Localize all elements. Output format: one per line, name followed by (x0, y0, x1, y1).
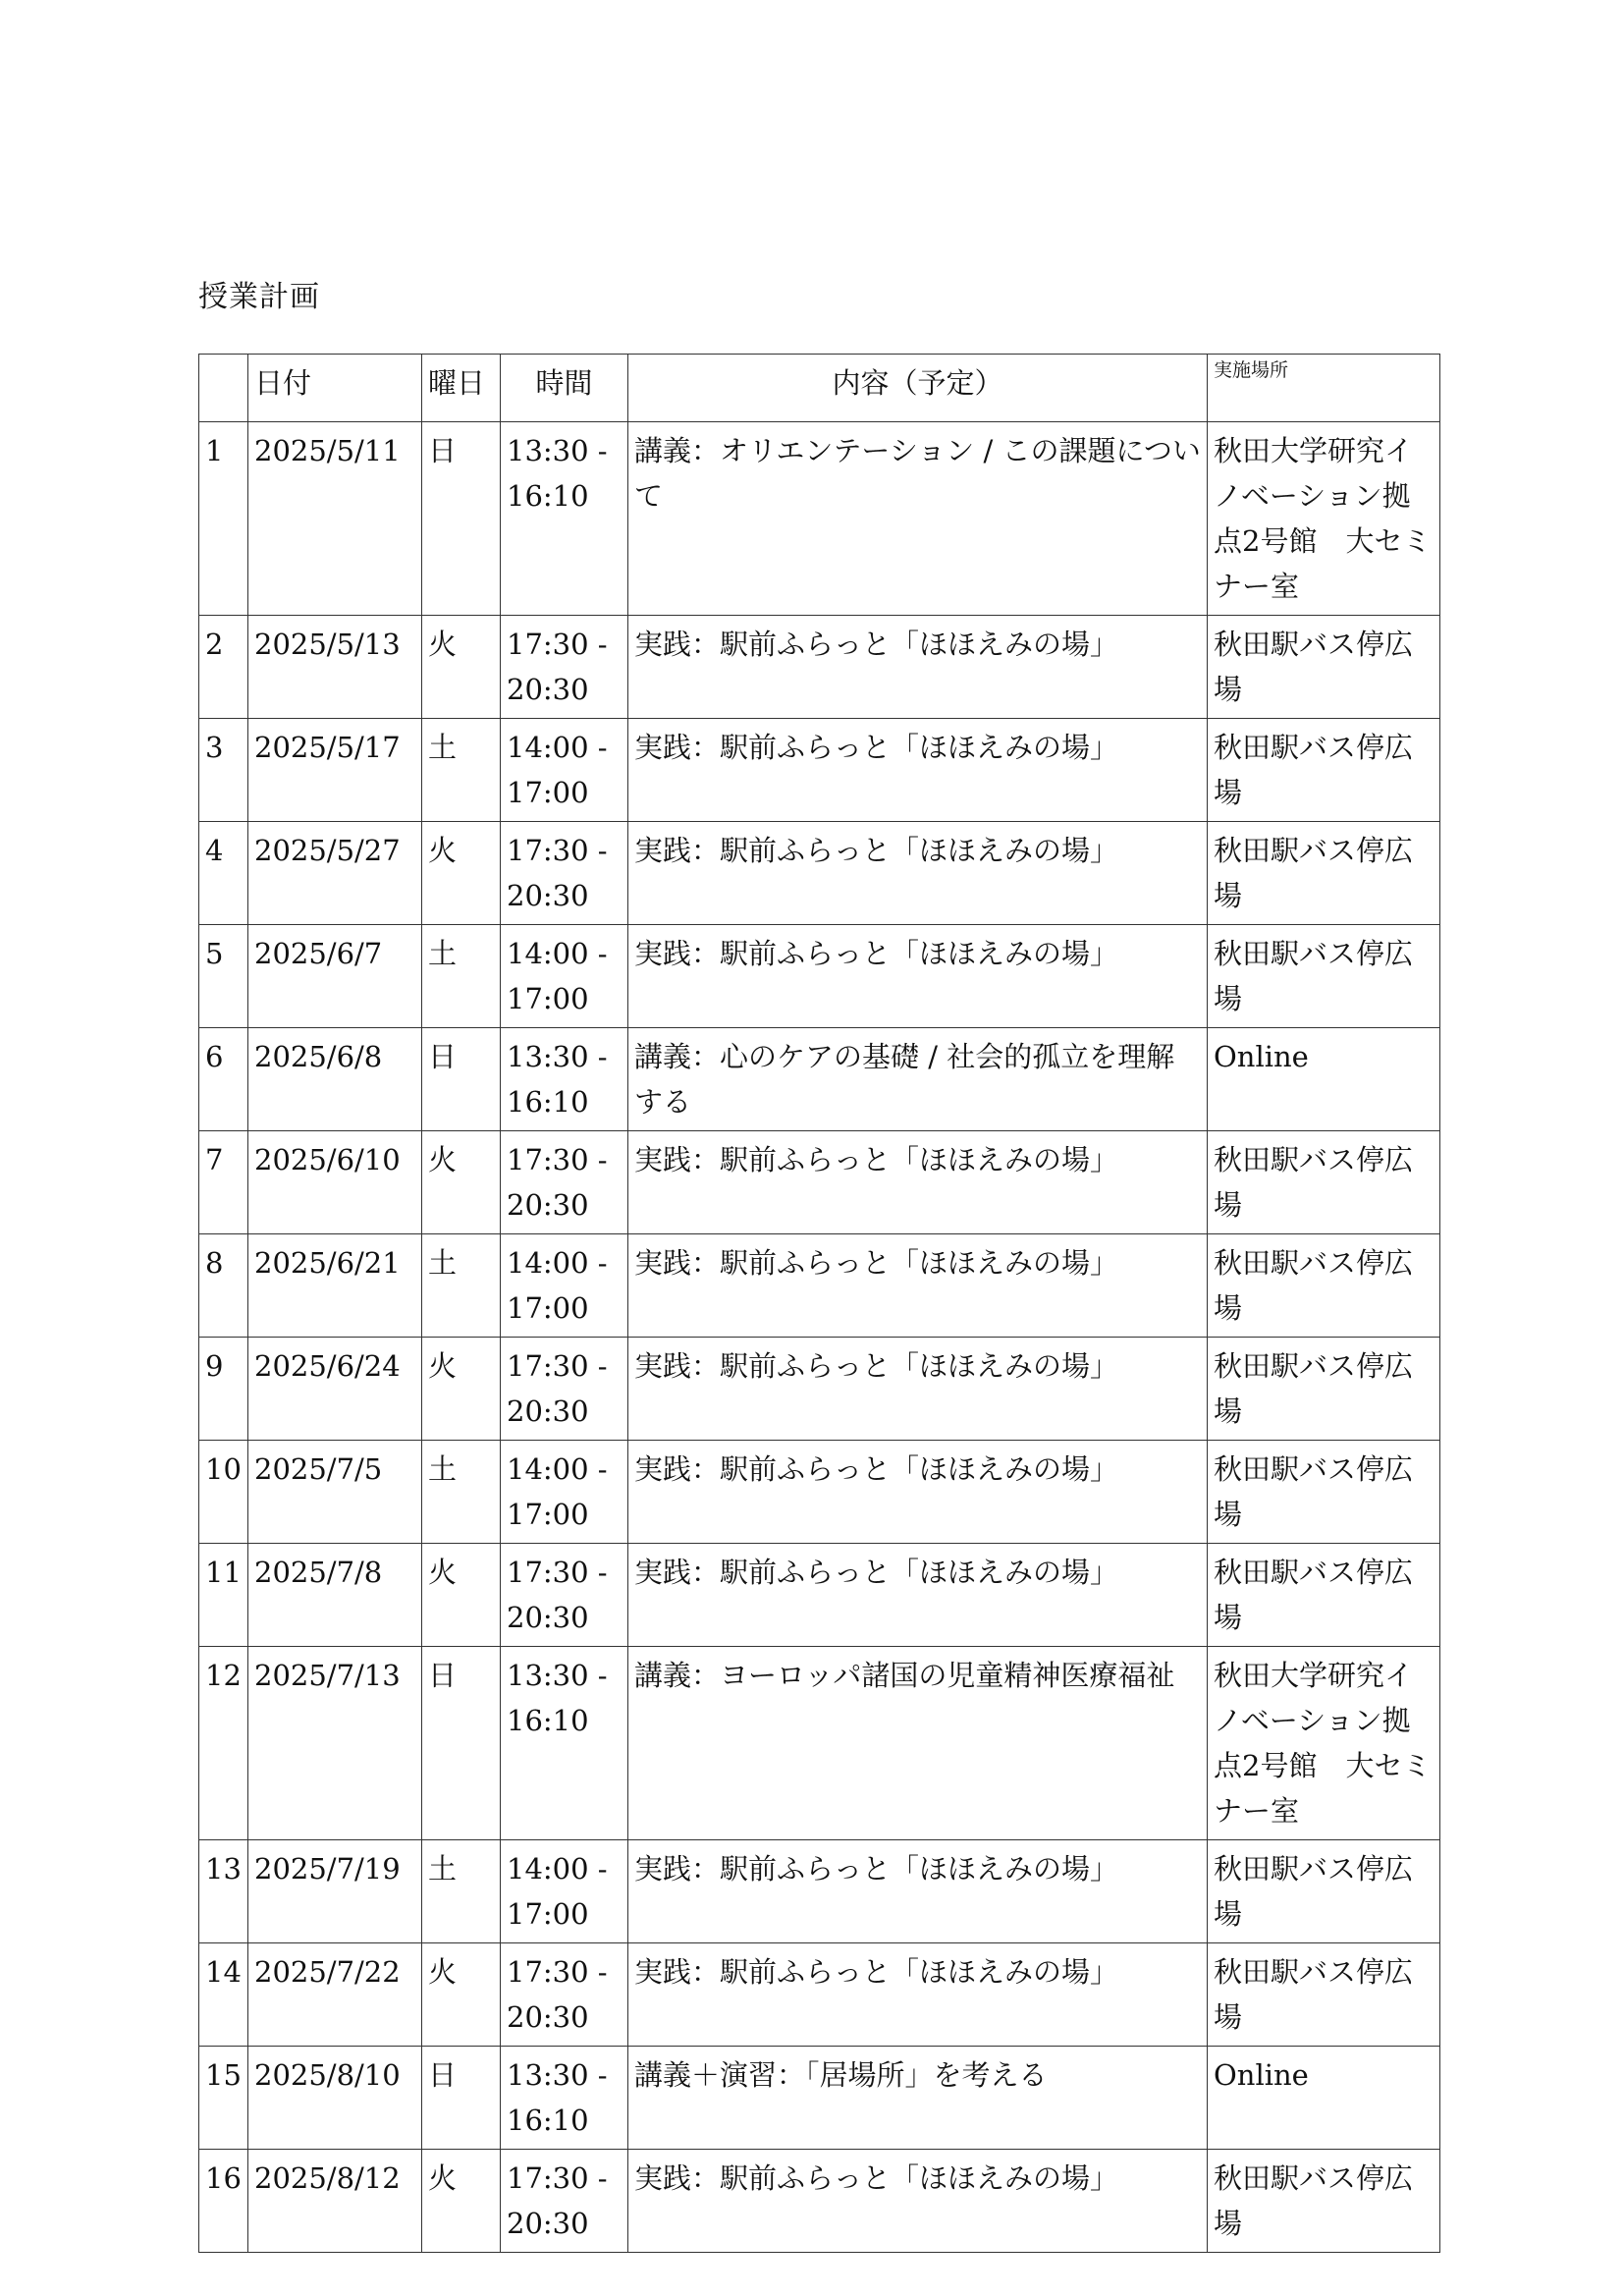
cell-no: 4 (199, 822, 248, 925)
cell-content: 実践：駅前ふらっと「ほほえみの場」 (628, 616, 1208, 719)
cell-date: 2025/6/24 (248, 1338, 422, 1441)
cell-time: 17:30 - 20:30 (501, 1544, 628, 1647)
cell-time: 17:30 - 20:30 (501, 1131, 628, 1234)
cell-content: 講義：ヨーロッパ諸国の児童精神医療福祉 (628, 1647, 1208, 1840)
cell-no: 16 (199, 2150, 248, 2253)
cell-date: 2025/5/13 (248, 616, 422, 719)
cell-content: 実践：駅前ふらっと「ほほえみの場」 (628, 1840, 1208, 1943)
cell-no: 13 (199, 1840, 248, 1943)
cell-day: 土 (422, 719, 501, 822)
header-time: 時間 (501, 355, 628, 422)
cell-day: 火 (422, 1544, 501, 1647)
cell-day: 火 (422, 1131, 501, 1234)
cell-time: 17:30 - 20:30 (501, 2150, 628, 2253)
cell-time: 14:00 - 17:00 (501, 1840, 628, 1943)
cell-content: 講義：心のケアの基礎 / 社会的孤立を理解する (628, 1028, 1208, 1131)
table-row (199, 1943, 1440, 2047)
cell-no: 2 (199, 616, 248, 719)
cell-day: 日 (422, 1647, 501, 1840)
cell-date: 2025/8/10 (248, 2047, 422, 2150)
cell-day: 日 (422, 422, 501, 616)
cell-location: 秋田駅バス停広場 (1208, 1441, 1440, 1544)
table-row (199, 1840, 1440, 1943)
cell-date: 2025/7/13 (248, 1647, 422, 1840)
cell-date: 2025/7/19 (248, 1840, 422, 1943)
cell-no: 3 (199, 719, 248, 822)
table-row (199, 719, 1440, 822)
cell-content: 実践：駅前ふらっと「ほほえみの場」 (628, 1544, 1208, 1647)
cell-time: 14:00 - 17:00 (501, 1441, 628, 1544)
cell-time: 17:30 - 20:30 (501, 1338, 628, 1441)
cell-no: 1 (199, 422, 248, 616)
cell-time: 17:30 - 20:30 (501, 822, 628, 925)
cell-location: 秋田駅バス停広場 (1208, 2150, 1440, 2253)
cell-date: 2025/7/8 (248, 1544, 422, 1647)
cell-date: 2025/6/8 (248, 1028, 422, 1131)
cell-location: 秋田駅バス停広場 (1208, 1338, 1440, 1441)
cell-content: 実践：駅前ふらっと「ほほえみの場」 (628, 1943, 1208, 2047)
table-row (199, 1441, 1440, 1544)
cell-date: 2025/7/22 (248, 1943, 422, 2047)
cell-day: 火 (422, 1338, 501, 1441)
cell-location: 秋田駅バス停広場 (1208, 1840, 1440, 1943)
cell-no: 9 (199, 1338, 248, 1441)
cell-location: Online (1208, 1028, 1440, 1131)
table-row (199, 1028, 1440, 1131)
cell-content: 実践：駅前ふらっと「ほほえみの場」 (628, 1441, 1208, 1544)
cell-time: 13:30 - 16:10 (501, 2047, 628, 2150)
table-row (199, 1647, 1440, 1840)
header-location: 実施場所 (1208, 355, 1440, 422)
table-header-row (199, 355, 1440, 422)
cell-location: 秋田駅バス停広場 (1208, 719, 1440, 822)
cell-location: 秋田駅バス停広場 (1208, 1131, 1440, 1234)
cell-content: 講義：オリエンテーション / この課題について (628, 422, 1208, 616)
cell-no: 8 (199, 1234, 248, 1338)
cell-day: 日 (422, 2047, 501, 2150)
schedule-table (198, 354, 1440, 2253)
cell-time: 13:30 - 16:10 (501, 422, 628, 616)
header-no (199, 355, 248, 422)
cell-no: 11 (199, 1544, 248, 1647)
cell-time: 17:30 - 20:30 (501, 616, 628, 719)
cell-time: 14:00 - 17:00 (501, 719, 628, 822)
table-row (199, 2047, 1440, 2150)
cell-location: 秋田駅バス停広場 (1208, 925, 1440, 1028)
cell-no: 15 (199, 2047, 248, 2150)
cell-content: 実践：駅前ふらっと「ほほえみの場」 (628, 1338, 1208, 1441)
cell-location: 秋田駅バス停広場 (1208, 616, 1440, 719)
cell-no: 6 (199, 1028, 248, 1131)
cell-date: 2025/7/5 (248, 1441, 422, 1544)
cell-time: 13:30 - 16:10 (501, 1028, 628, 1131)
table-row (199, 1234, 1440, 1338)
table-row (199, 925, 1440, 1028)
cell-date: 2025/6/10 (248, 1131, 422, 1234)
header-content: 内容（予定） (628, 355, 1208, 422)
table-row (199, 1544, 1440, 1647)
cell-day: 火 (422, 822, 501, 925)
table-row (199, 2150, 1440, 2253)
cell-day: 土 (422, 1840, 501, 1943)
cell-day: 火 (422, 2150, 501, 2253)
cell-location: 秋田大学研究イノベーション拠点2号館 大セミナー室 (1208, 1647, 1440, 1840)
cell-no: 7 (199, 1131, 248, 1234)
cell-date: 2025/5/27 (248, 822, 422, 925)
cell-location: 秋田大学研究イノベーション拠点2号館 大セミナー室 (1208, 422, 1440, 616)
cell-day: 日 (422, 1028, 501, 1131)
cell-content: 実践：駅前ふらっと「ほほえみの場」 (628, 719, 1208, 822)
cell-location: Online (1208, 2047, 1440, 2150)
cell-date: 2025/6/7 (248, 925, 422, 1028)
cell-location: 秋田駅バス停広場 (1208, 1943, 1440, 2047)
cell-no: 12 (199, 1647, 248, 1840)
cell-time: 13:30 - 16:10 (501, 1647, 628, 1840)
table-row (199, 422, 1440, 616)
cell-day: 土 (422, 1441, 501, 1544)
cell-location: 秋田駅バス停広場 (1208, 822, 1440, 925)
cell-day: 火 (422, 1943, 501, 2047)
cell-content: 実践：駅前ふらっと「ほほえみの場」 (628, 1131, 1208, 1234)
cell-date: 2025/6/21 (248, 1234, 422, 1338)
table-row (199, 1338, 1440, 1441)
cell-no: 5 (199, 925, 248, 1028)
cell-content: 実践：駅前ふらっと「ほほえみの場」 (628, 2150, 1208, 2253)
table-row (199, 616, 1440, 719)
cell-time: 14:00 - 17:00 (501, 1234, 628, 1338)
cell-time: 17:30 - 20:30 (501, 1943, 628, 2047)
cell-content: 実践：駅前ふらっと「ほほえみの場」 (628, 925, 1208, 1028)
cell-date: 2025/5/17 (248, 719, 422, 822)
table-row (199, 1131, 1440, 1234)
cell-date: 2025/8/12 (248, 2150, 422, 2253)
header-date: 日付 (248, 355, 422, 422)
cell-time: 14:00 - 17:00 (501, 925, 628, 1028)
page-title: 授業計画 (198, 280, 320, 314)
cell-day: 火 (422, 616, 501, 719)
table-row (199, 822, 1440, 925)
cell-day: 土 (422, 1234, 501, 1338)
cell-content: 講義＋演習：「居場所」を考える (628, 2047, 1208, 2150)
cell-date: 2025/5/11 (248, 422, 422, 616)
cell-day: 土 (422, 925, 501, 1028)
cell-content: 実践：駅前ふらっと「ほほえみの場」 (628, 1234, 1208, 1338)
cell-no: 10 (199, 1441, 248, 1544)
header-day: 曜日 (422, 355, 501, 422)
cell-location: 秋田駅バス停広場 (1208, 1234, 1440, 1338)
cell-location: 秋田駅バス停広場 (1208, 1544, 1440, 1647)
cell-content: 実践：駅前ふらっと「ほほえみの場」 (628, 822, 1208, 925)
cell-no: 14 (199, 1943, 248, 2047)
